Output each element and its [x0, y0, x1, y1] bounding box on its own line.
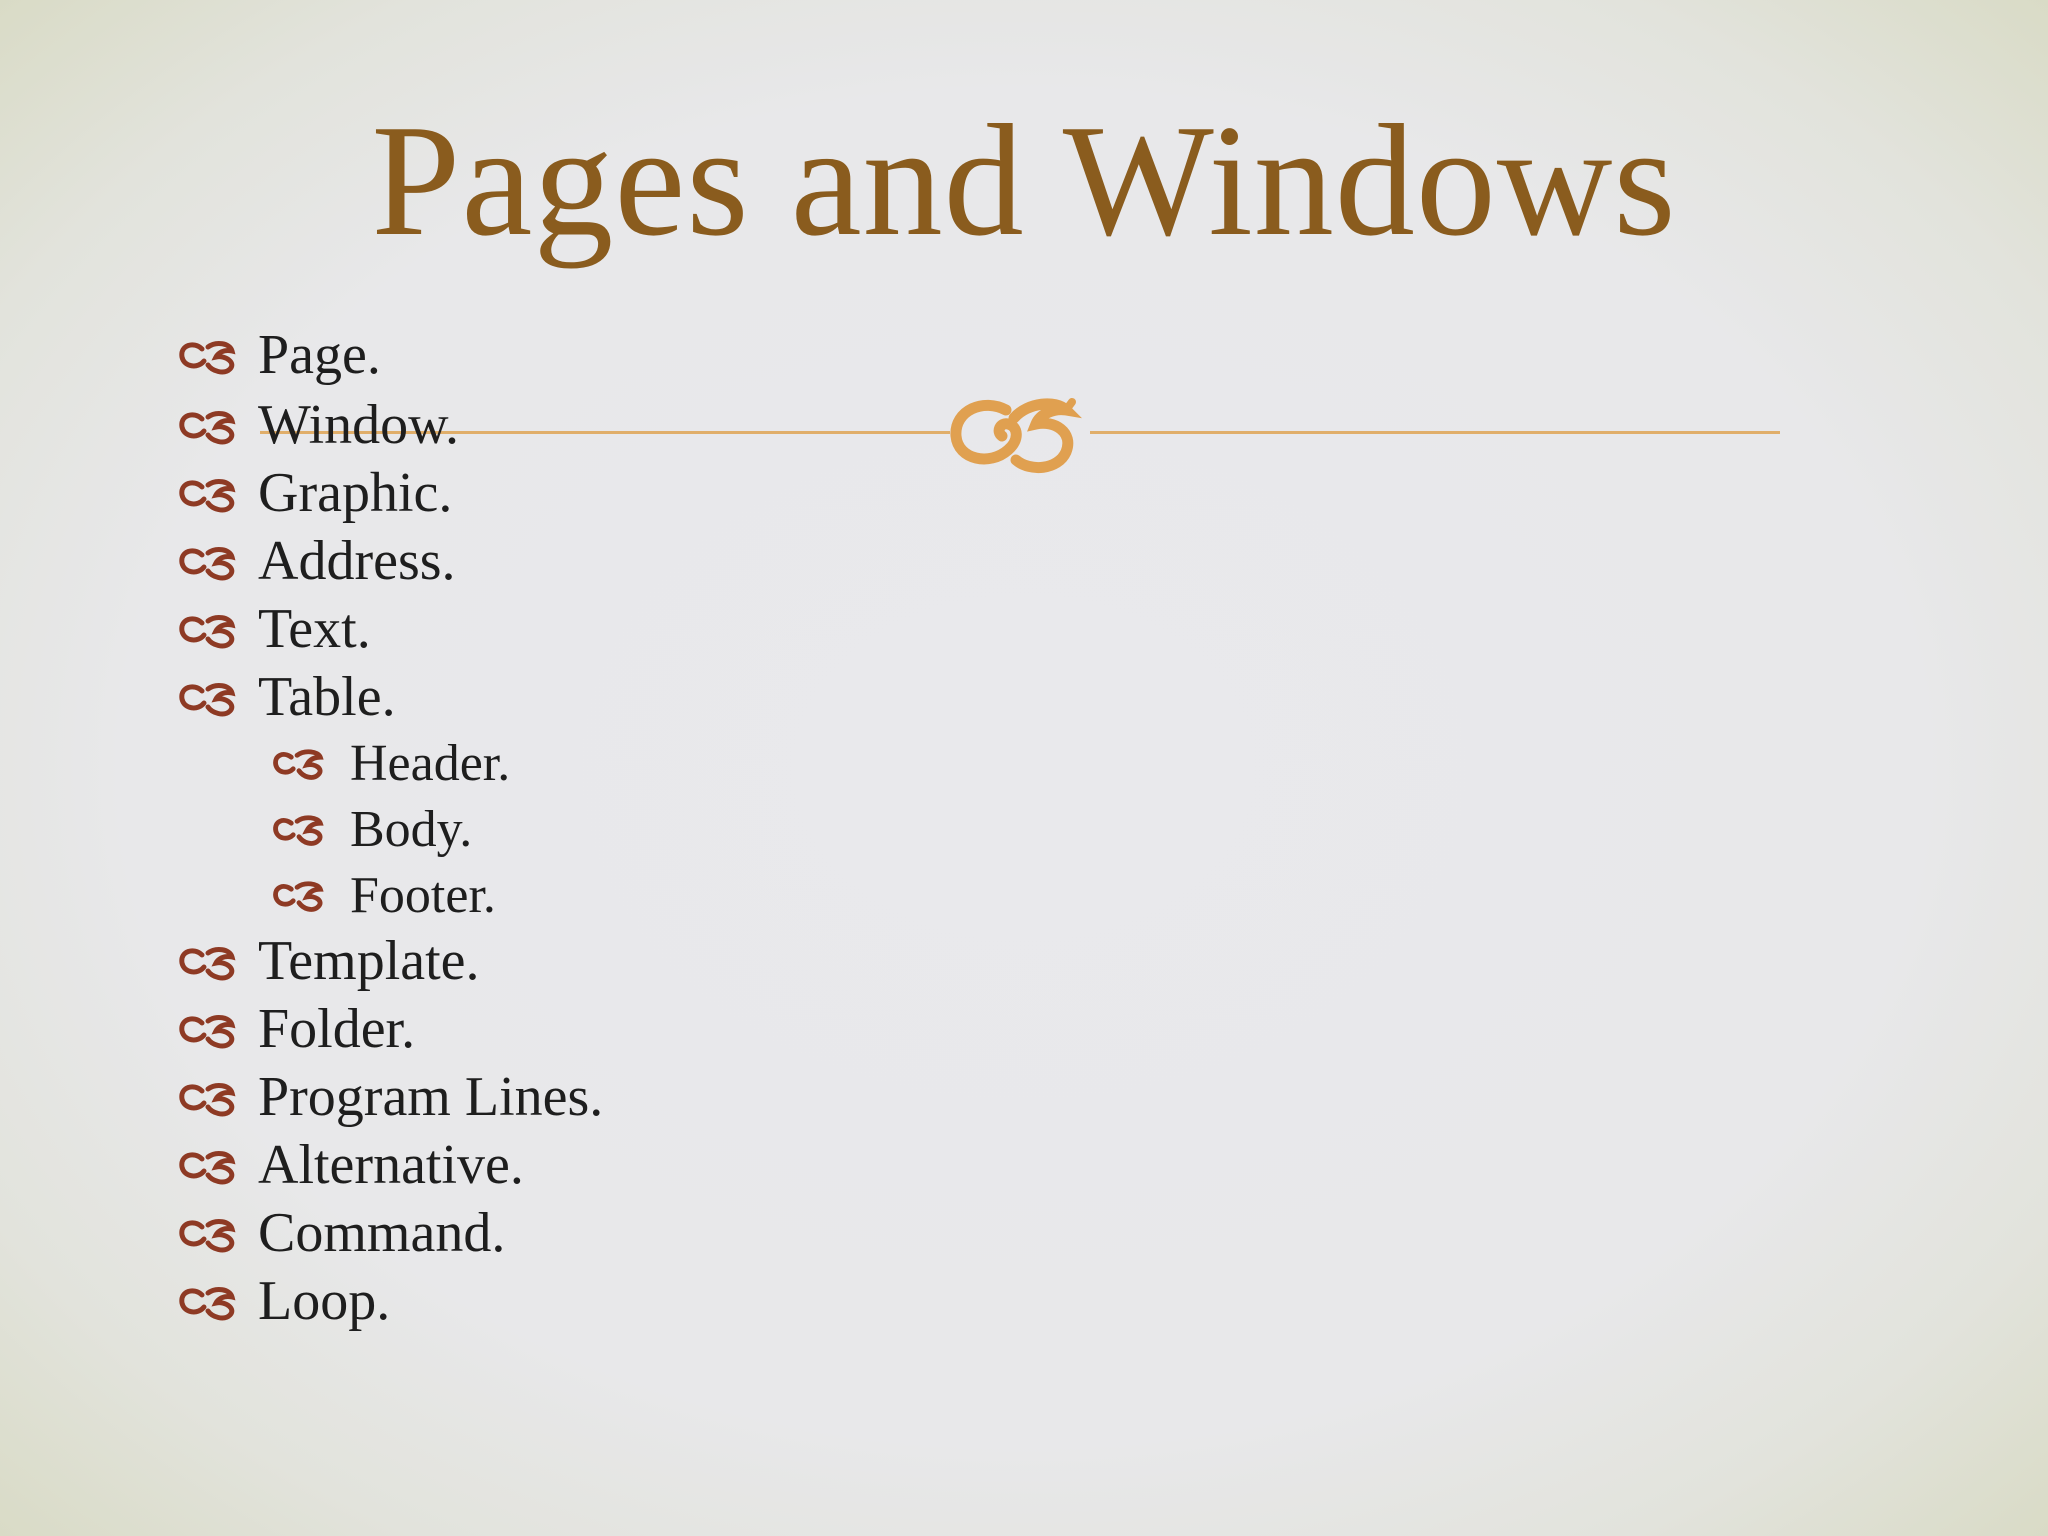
bullet-label: Window. [258, 394, 459, 456]
scroll-flourish-icon [178, 941, 238, 981]
scroll-flourish-icon [270, 875, 328, 915]
scroll-flourish-icon [178, 541, 238, 581]
bullet-label: Loop. [258, 1270, 391, 1332]
sub-bullet-item [270, 862, 496, 928]
scroll-flourish-icon [178, 609, 238, 649]
bullet-label: Text. [258, 598, 371, 660]
bullet-item [178, 322, 381, 388]
scroll-flourish-icon [178, 1145, 238, 1185]
bullet-label: Address. [258, 530, 456, 592]
sub-bullet-label: Body. [350, 800, 473, 858]
sub-bullet-item [270, 730, 510, 796]
bullet-label: Template. [258, 930, 480, 992]
bullet-item [178, 996, 415, 1062]
bullet-item [178, 1268, 390, 1334]
scroll-flourish-icon [178, 1009, 238, 1049]
scroll-flourish-icon [178, 335, 238, 375]
bullet-item [178, 460, 452, 526]
bullet-label: Page. [258, 324, 381, 386]
bullet-label: Folder. [258, 998, 416, 1060]
scroll-flourish-icon [178, 1077, 238, 1117]
scroll-flourish-icon [178, 1281, 238, 1321]
bullet-item [178, 528, 456, 594]
scroll-flourish-icon [178, 677, 238, 717]
bullet-label: Graphic. [258, 462, 453, 524]
bullet-label: Alternative. [258, 1134, 524, 1196]
bullet-item [178, 664, 396, 730]
bullet-item [178, 928, 480, 994]
bullet-label: Table. [258, 666, 396, 728]
scroll-flourish-icon [178, 1213, 238, 1253]
bullet-item [178, 1132, 524, 1198]
bullet-item [178, 1200, 505, 1266]
bullet-label: Command. [258, 1202, 506, 1264]
bullet-item [178, 596, 371, 662]
bullet-label: Program Lines. [258, 1066, 604, 1128]
bullet-item [178, 392, 459, 458]
scroll-flourish-icon [270, 743, 328, 783]
scroll-flourish-icon [178, 473, 238, 513]
scroll-flourish-icon [178, 405, 238, 445]
scroll-flourish-icon [270, 809, 328, 849]
sub-bullet-item [270, 796, 472, 862]
sub-bullet-label: Header. [350, 734, 511, 792]
slide-title: Pages and Windows [371, 91, 1677, 269]
sub-bullet-label: Footer. [350, 866, 496, 924]
bullet-item [178, 1064, 603, 1130]
